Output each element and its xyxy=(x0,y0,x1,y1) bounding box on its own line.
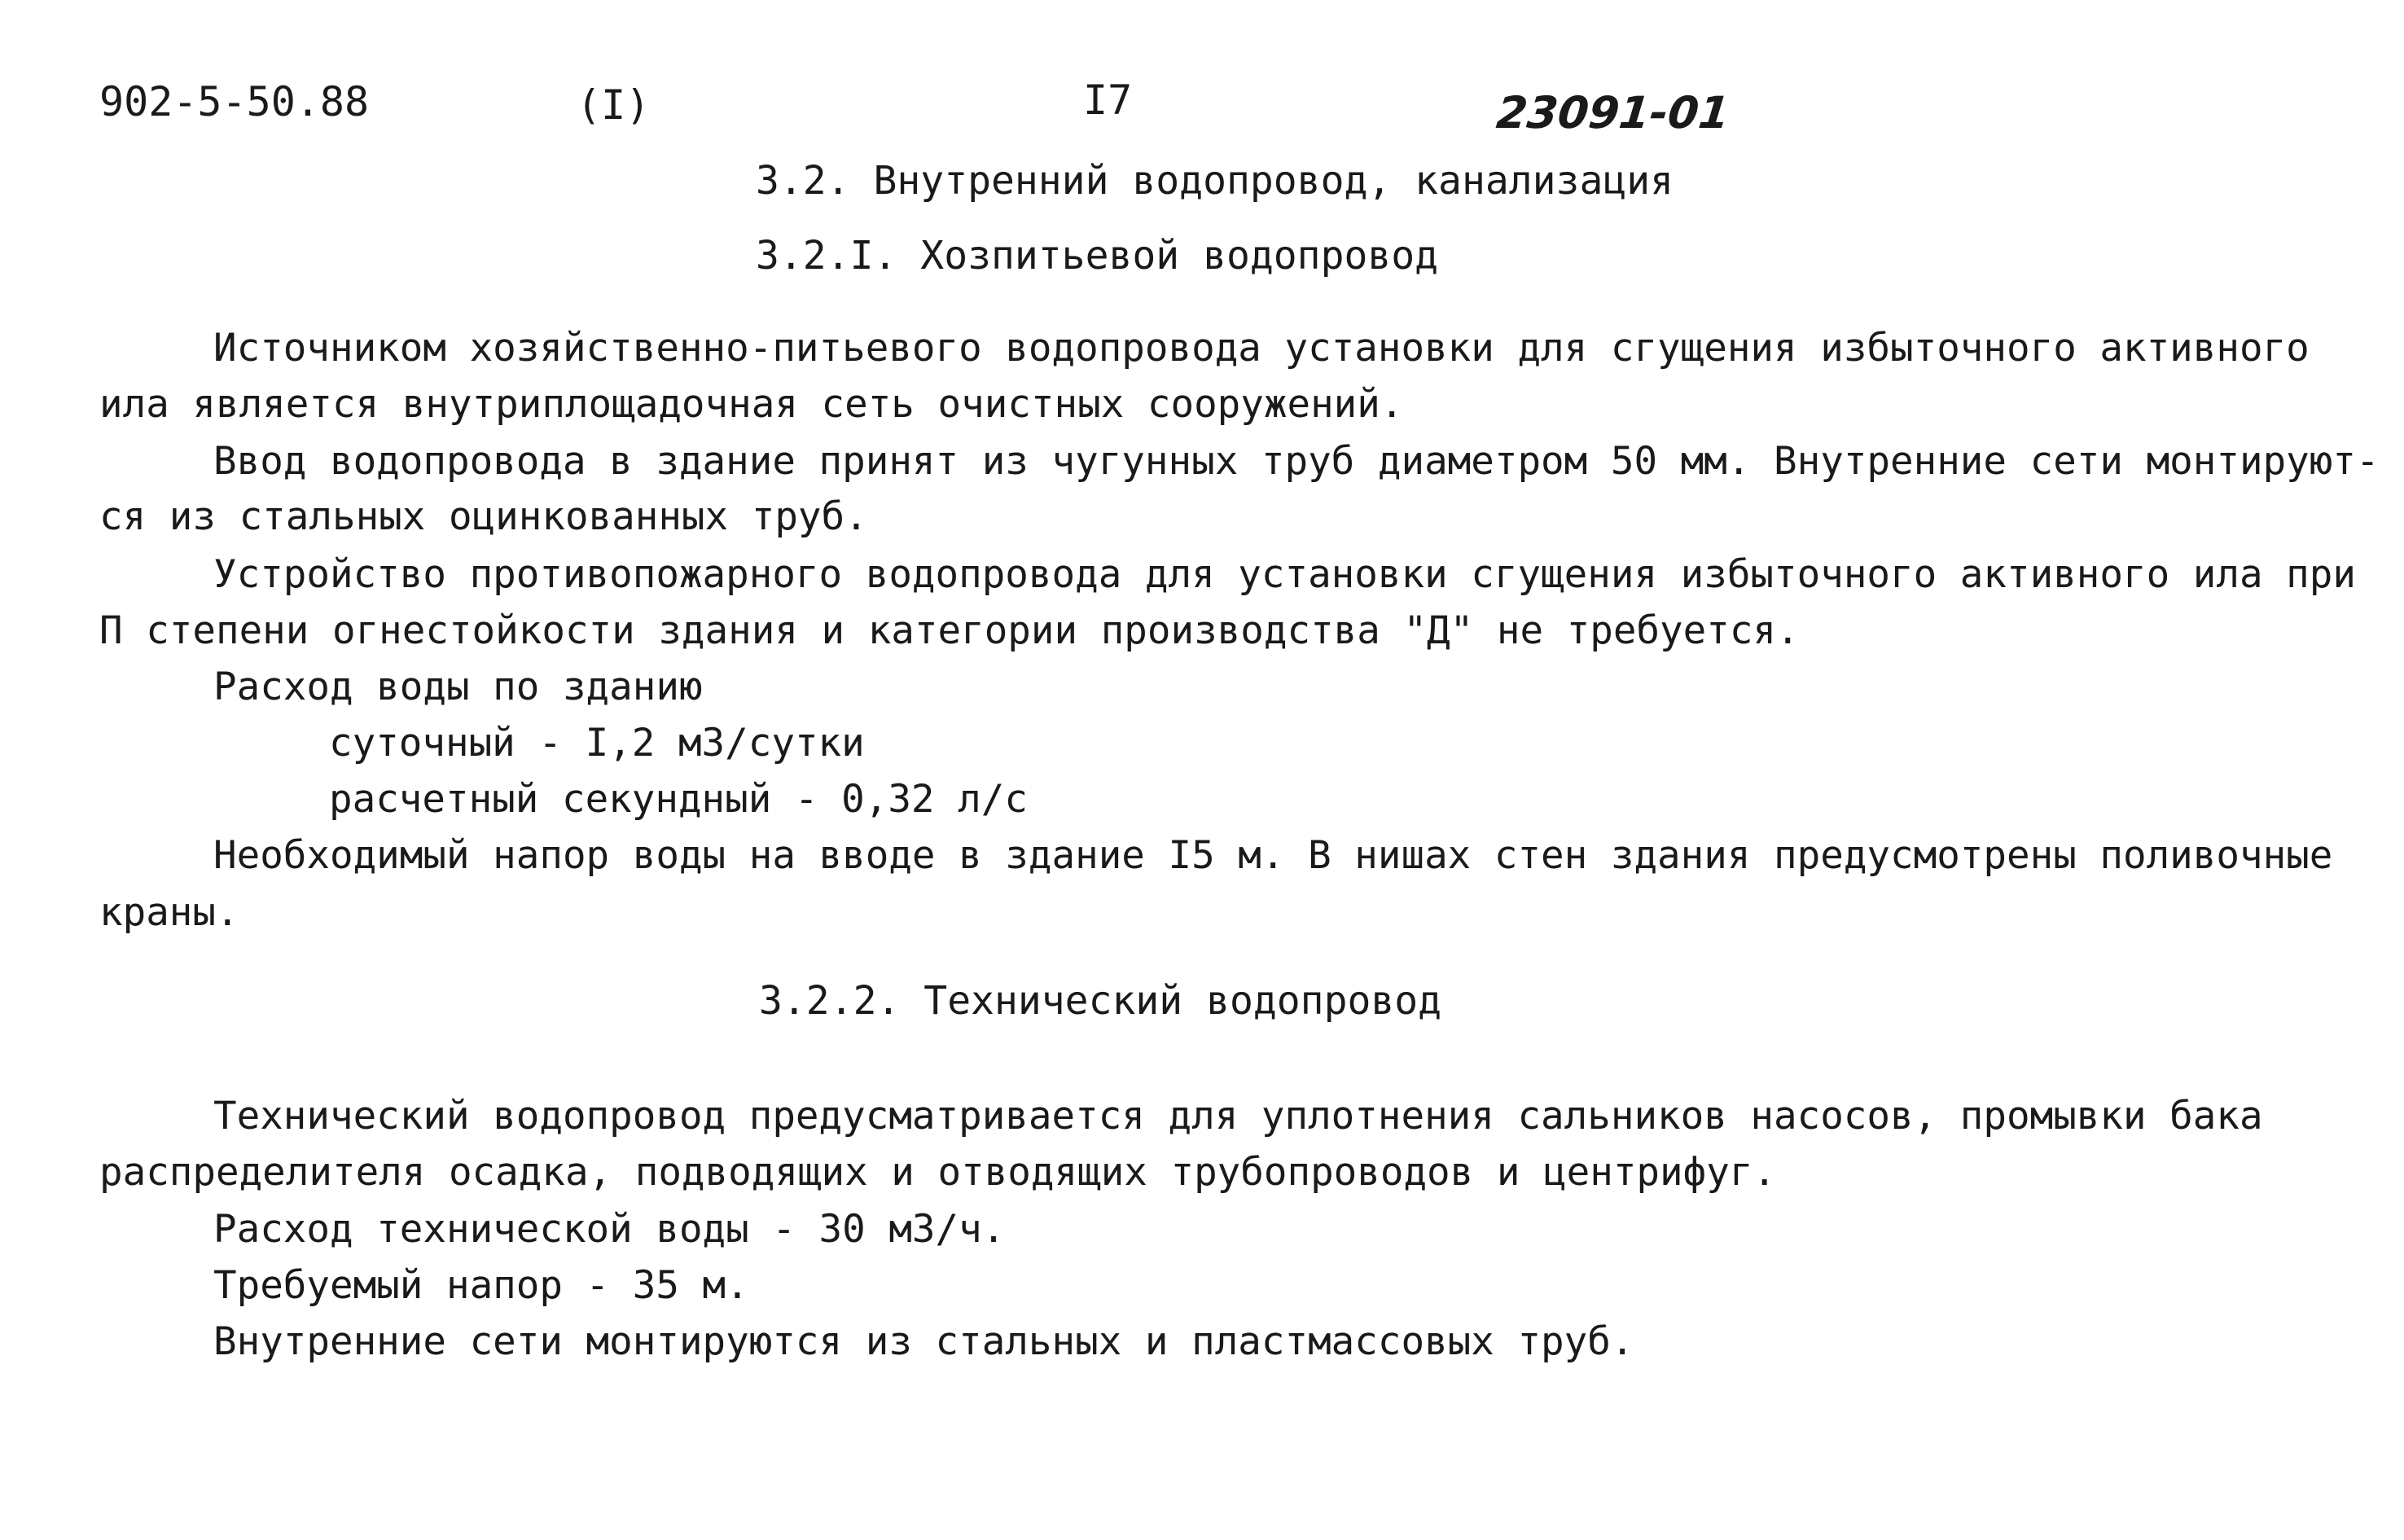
paragraph-line: ся из стальных оцинкованных труб. xyxy=(99,494,868,539)
paragraph-line: П степени огнестойкости здания и категории производства "Д" не требуется. xyxy=(99,608,1800,653)
paragraph-line: суточный - I,2 м3/сутки xyxy=(329,721,865,766)
paragraph-line: Устройство противопожарного водопровода для установки сгущения избыточного активного ила при xyxy=(213,552,2356,597)
paragraph-line: Требуемый напор - 35 м. xyxy=(213,1263,749,1308)
section-heading-3-2-2: 3.2.2. Технический водопровод xyxy=(759,978,1442,1024)
section-heading-3-2-1: 3.2.I. Хозпитьевой водопровод xyxy=(756,233,1439,279)
paragraph-line: Источником хозяйственно-питьевого водопровода установки для сгущения избыточного активного xyxy=(213,326,2310,371)
paragraph-line: Необходимый напор воды на вводе в здание I5 м. В нишах стен здания предусмотрены поливочные xyxy=(213,833,2333,878)
paragraph-line: ила является внутриплощадочная сеть очистных сооружений. xyxy=(99,382,1404,427)
section-heading-3-2: 3.2. Внутренний водопровод, канализация xyxy=(756,158,1674,204)
part-number: (I) xyxy=(577,81,651,129)
paragraph-line: Расход воды по зданию xyxy=(213,665,703,709)
paragraph-line: распределителя осадка, подводящих и отводящих трубопроводов и центрифуг. xyxy=(99,1150,1777,1195)
paragraph-line: Технический водопровод предусматривается для уплотнения сальников насосов, промывки бака xyxy=(213,1094,2263,1139)
page-number: I7 xyxy=(1083,77,1133,124)
paragraph-line: Ввод водопровода в здание принят из чугунных труб диаметром 50 мм. Внутренние сети монтируют- xyxy=(213,439,2380,484)
paragraph-line: Внутренние сети монтируются из стальных и пластмассовых труб. xyxy=(213,1319,1634,1364)
inventory-number: 23091-01 xyxy=(1494,87,1732,138)
document-number: 902-5-50.88 xyxy=(99,78,370,125)
paragraph-line: краны. xyxy=(99,890,239,935)
paragraph-line: Расход технической воды - 30 м3/ч. xyxy=(213,1207,1006,1252)
paragraph-line: расчетный секундный - 0,32 л/с xyxy=(329,777,1028,822)
